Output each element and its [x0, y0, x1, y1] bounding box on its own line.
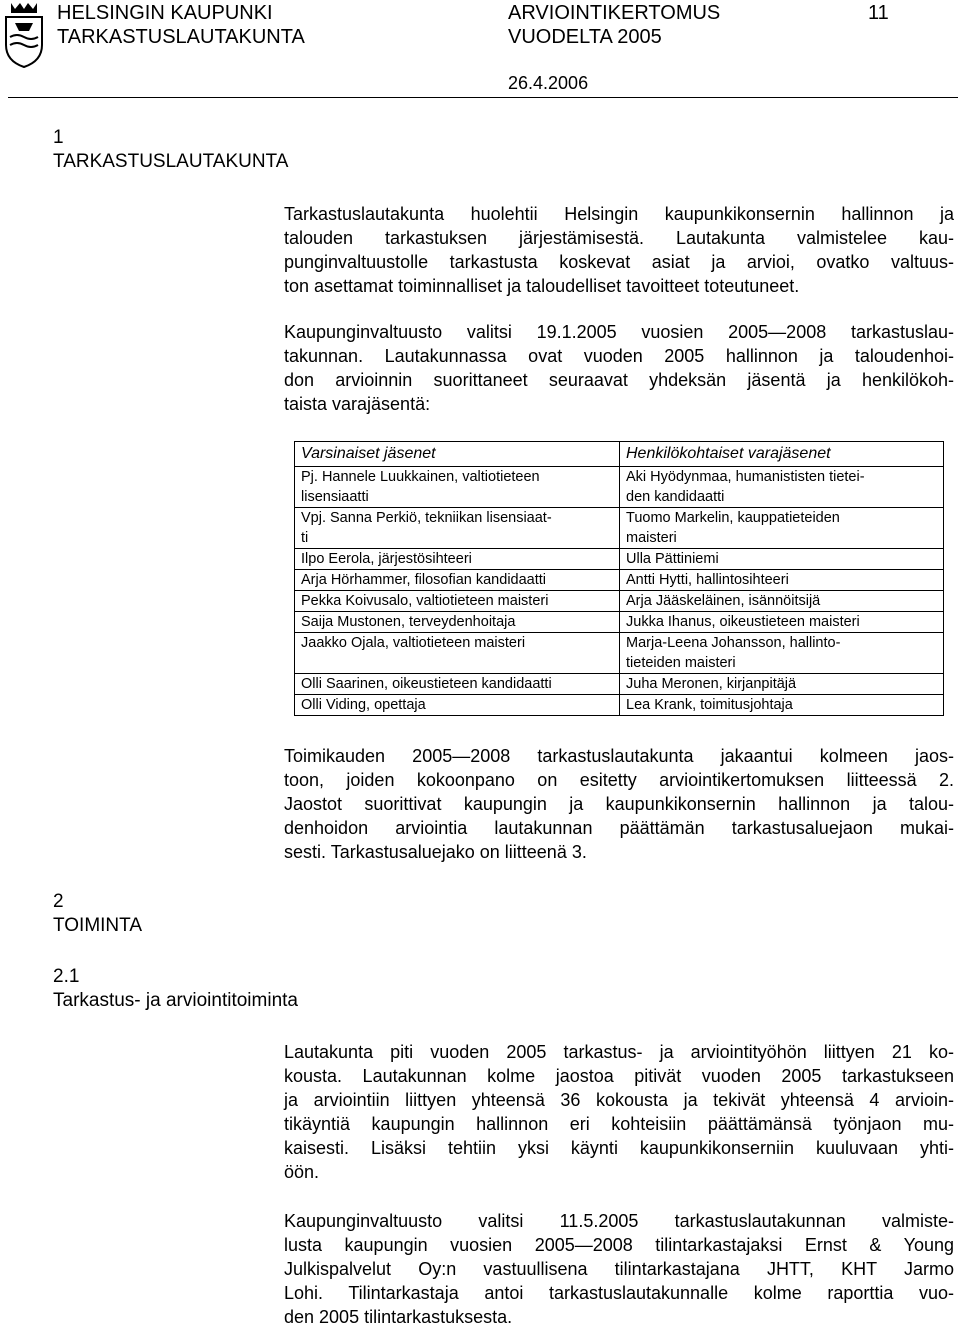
- column-header-members: Varsinaiset jäsenet: [295, 442, 620, 467]
- deputy-cell: Tuomo Markelin, kauppatieteiden maisteri: [620, 508, 944, 549]
- text-line: Kaupunginvaltuusto valitsi 19.1.2005 vuosien 2005—2008 tarkastuslau-: [284, 322, 954, 342]
- header-org-name: [57, 1, 305, 49]
- deputy-cell: Arja Jääskeläinen, isännöitsijä: [620, 591, 944, 612]
- section-2-paragraph-1: [284, 1040, 954, 1184]
- table-row: [295, 549, 944, 570]
- table-row: [295, 633, 944, 674]
- section-1-paragraph-2: [284, 320, 954, 416]
- text-line: sesti. Tarkastusaluejako on liitteenä 3.: [284, 842, 587, 862]
- deputy-cell: Antti Hytti, hallintosihteeri: [620, 570, 944, 591]
- text-line: Toimikauden 2005—2008 tarkastuslautakunta jakaantui kolmeen jaos-: [284, 746, 954, 766]
- text-line: Jaostot suorittivat kaupungin ja kaupunkikonsernin hallinnon ja talou-: [284, 794, 954, 814]
- section-1-paragraph-3: [284, 744, 954, 864]
- text-line: tikäyntiä kaupungin hallinnon eri kohteisiin päättämänsä työnjaon mu-: [284, 1114, 954, 1134]
- header-doc-line1: ARVIOINTIKERTOMUS: [508, 2, 721, 24]
- header-doc-title: [508, 1, 720, 49]
- column-header-deputies: Henkilökohtaiset varajäsenet: [620, 442, 944, 467]
- section-1-heading: [53, 126, 288, 174]
- table-row: [295, 467, 944, 508]
- text-line: kaisesti. Lisäksi tehtiin yksi käynti kaupunkikonserniin kuuluvaan yhti-: [284, 1138, 954, 1158]
- section-1-number: 1: [53, 127, 64, 148]
- table-header-row: [295, 442, 944, 467]
- text-line: taista varajäsentä:: [284, 394, 431, 414]
- section-2-1-heading: [53, 965, 298, 1013]
- member-cell: Saija Mustonen, terveydenhoitaja: [295, 612, 620, 633]
- text-line: takunnan. Lautakunnassa ovat vuoden 2005 hallinnon ja taloudenhoi-: [284, 346, 954, 366]
- header-org-line2: TARKASTUSLAUTAKUNTA: [57, 26, 305, 48]
- text-line: denhoidon arviointia lautakunnan päättämän tarkastusaluejaon mukai-: [284, 818, 954, 838]
- section-2-1-title: Tarkastus- ja arviointitoiminta: [53, 990, 298, 1011]
- deputy-cell: Jukka Ihanus, oikeustieteen maisteri: [620, 612, 944, 633]
- member-cell: Olli Viding, opettaja: [295, 695, 620, 716]
- text-line: Lohi. Tilintarkastaja antoi tarkastuslautakunnalle kolme raporttia vuo-: [284, 1283, 954, 1303]
- table-row: [295, 591, 944, 612]
- member-cell: Vpj. Sanna Perkiö, tekniikan lisensiaat- ti: [295, 508, 620, 549]
- deputy-cell: Lea Krank, toimitusjohtaja: [620, 695, 944, 716]
- header-doc-line2: VUODELTA 2005: [508, 26, 662, 48]
- text-line: Kaupunginvaltuusto valitsi 11.5.2005 tarkastuslautakunnan valmiste-: [284, 1211, 954, 1231]
- text-line: Tarkastuslautakunta huolehtii Helsingin kaupunkikonsernin hallinnon ja: [284, 204, 954, 224]
- section-2-1-number: 2.1: [53, 966, 80, 987]
- section-2-paragraph-2: [284, 1209, 954, 1329]
- text-line: den 2005 tilintarkastuksesta.: [284, 1307, 513, 1327]
- section-2-heading: [53, 890, 142, 938]
- deputy-cell: Aki Hyödynmaa, humanististen tietei- den kandidaatti: [620, 467, 944, 508]
- text-line: toon, joiden kokoonpano on esitetty arviointikertomuksen liitteessä 2.: [284, 770, 954, 790]
- member-cell: Ilpo Eerola, järjestösihteeri: [295, 549, 620, 570]
- text-line: kousta. Lautakunnan kolme jaostoa pitivät vuoden 2005 tarkastukseen: [284, 1066, 954, 1086]
- text-line: don arvioinnin suorittaneet seuraavat yhdeksän jäsentä ja henkilökoh-: [284, 370, 954, 390]
- text-line: lusta kaupungin vuosien 2005—2008 tilintarkastajaksi Ernst & Young: [284, 1235, 954, 1255]
- header-date: 26.4.2006: [508, 73, 589, 93]
- section-2-number: 2: [53, 891, 64, 912]
- table-row: [295, 695, 944, 716]
- text-line: ja arviointiin liittyen yhteensä 36 kokousta ja tekivät yhteensä 4 arvioin-: [284, 1090, 954, 1110]
- member-cell: Olli Saarinen, oikeustieteen kandidaatti: [295, 674, 620, 695]
- header-divider: [8, 97, 958, 98]
- table-row: [295, 508, 944, 549]
- members-table: [294, 441, 944, 716]
- helsinki-coat-of-arms-logo: [3, 1, 45, 69]
- table-row: [295, 570, 944, 591]
- text-line: öön.: [284, 1162, 320, 1182]
- members-table-body: [295, 467, 944, 716]
- text-line: talouden tarkastuksen järjestämisestä. Lautakunta valmistelee kau-: [284, 228, 954, 248]
- text-line: Lautakunta piti vuoden 2005 tarkastus- ja arviointityöhön liittyen 21 ko-: [284, 1042, 954, 1062]
- section-2-title: TOIMINTA: [53, 915, 143, 936]
- deputy-cell: Marja-Leena Johansson, hallinto- tieteiden maisteri: [620, 633, 944, 674]
- section-1-title: TARKASTUSLAUTAKUNTA: [53, 151, 289, 172]
- deputy-cell: Ulla Pättiniemi: [620, 549, 944, 570]
- section-1-paragraph-1: [284, 202, 954, 298]
- header-org-line1: HELSINGIN KAUPUNKI: [57, 2, 273, 24]
- table-row: [295, 612, 944, 633]
- member-cell: Pj. Hannele Luukkainen, valtiotieteen lisensiaatti: [295, 467, 620, 508]
- text-line: punginvaltuustolle tarkastusta koskevat asiat ja arvioi, ovatko valtuus-: [284, 252, 954, 272]
- table-row: [295, 674, 944, 695]
- member-cell: Pekka Koivusalo, valtiotieteen maisteri: [295, 591, 620, 612]
- page-number: 11: [868, 2, 889, 24]
- member-cell: Jaakko Ojala, valtiotieteen maisteri: [295, 633, 620, 674]
- text-line: Julkispalvelut Oy:n vastuullisena tilintarkastajana JHTT, KHT Jarmo: [284, 1259, 954, 1279]
- member-cell: Arja Hörhammer, filosofian kandidaatti: [295, 570, 620, 591]
- deputy-cell: Juha Meronen, kirjanpitäjä: [620, 674, 944, 695]
- text-line: ton asettamat toiminnalliset ja taloudelliset tavoitteet toteutuneet.: [284, 276, 800, 296]
